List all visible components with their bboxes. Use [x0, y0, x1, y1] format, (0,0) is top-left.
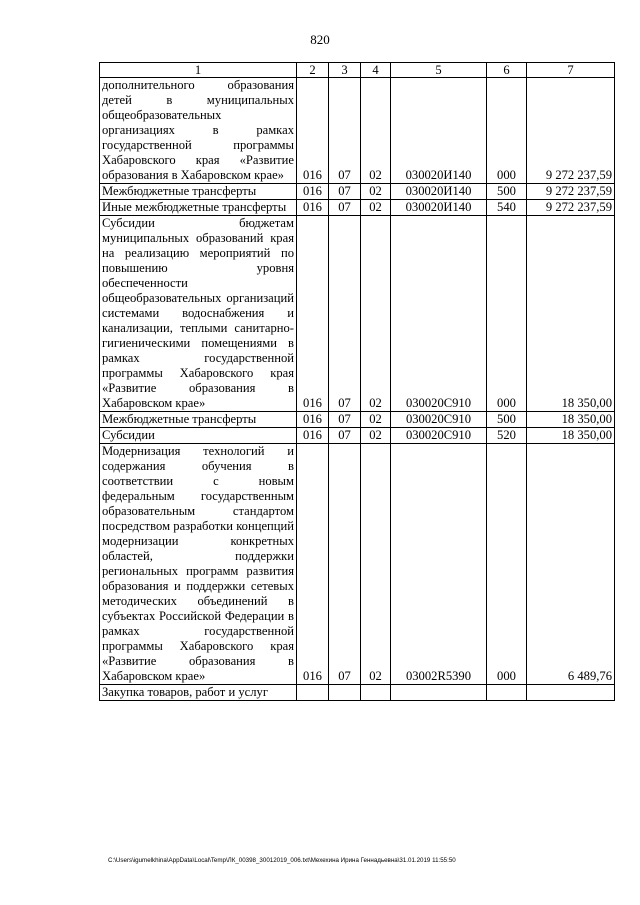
- row-amount: 6 489,76: [527, 444, 615, 685]
- row-ministry-code: [297, 685, 329, 701]
- row-name: Субсидии бюджетам муниципальных образований края на реализацию мероприятий по повышению уровня обеспеченности общеобразовательных организаций системами водоснабжения и канализации, теплыми санитарно-гигиеническими помещениями в рамках государственной программы Хабаровского края «Развитие образования в Хабаровском крае»: [100, 216, 297, 412]
- row-expense-type: 520: [487, 428, 527, 444]
- row-target-article: 03002R5390: [391, 444, 487, 685]
- header-col-1: 1: [100, 63, 297, 78]
- row-subsection: 02: [361, 184, 391, 200]
- row-ministry-code: 016: [297, 200, 329, 216]
- row-expense-type: 000: [487, 216, 527, 412]
- table-row: [100, 200, 615, 216]
- row-subsection: 02: [361, 78, 391, 184]
- table-row: [100, 78, 615, 184]
- row-name: Субсидии: [100, 428, 297, 444]
- row-target-article: 030020С910: [391, 428, 487, 444]
- header-row: [100, 63, 615, 78]
- row-amount: [527, 685, 615, 701]
- table-row: [100, 216, 615, 412]
- page-number: 820: [310, 32, 330, 47]
- row-expense-type: 500: [487, 184, 527, 200]
- row-amount: 9 272 237,59: [527, 78, 615, 184]
- row-name: Иные межбюджетные трансферты: [100, 200, 297, 216]
- row-subsection: 02: [361, 412, 391, 428]
- row-section: 07: [329, 428, 361, 444]
- row-ministry-code: 016: [297, 184, 329, 200]
- header-col-2: 2: [297, 63, 329, 78]
- row-amount: 18 350,00: [527, 412, 615, 428]
- row-amount: 9 272 237,59: [527, 200, 615, 216]
- row-expense-type: 000: [487, 444, 527, 685]
- row-amount: 18 350,00: [527, 428, 615, 444]
- row-ministry-code: 016: [297, 216, 329, 412]
- row-section: 07: [329, 412, 361, 428]
- row-target-article: 030020С910: [391, 216, 487, 412]
- table-row: [100, 444, 615, 685]
- header-col-5: 5: [391, 63, 487, 78]
- row-target-article: 030020И140: [391, 78, 487, 184]
- row-subsection: [361, 685, 391, 701]
- row-section: 07: [329, 444, 361, 685]
- row-target-article: 030020И140: [391, 200, 487, 216]
- table-row: [100, 685, 615, 701]
- row-expense-type: 000: [487, 78, 527, 184]
- table-row: [100, 412, 615, 428]
- row-subsection: 02: [361, 428, 391, 444]
- row-expense-type: 500: [487, 412, 527, 428]
- row-subsection: 02: [361, 216, 391, 412]
- row-ministry-code: 016: [297, 444, 329, 685]
- table-row: [100, 428, 615, 444]
- row-section: [329, 685, 361, 701]
- row-name: Межбюджетные трансферты: [100, 412, 297, 428]
- row-ministry-code: 016: [297, 78, 329, 184]
- row-section: 07: [329, 184, 361, 200]
- row-section: 07: [329, 78, 361, 184]
- header-col-4: 4: [361, 63, 391, 78]
- file-path-footer: C:\Users\igumelkhina\AppData\Local\Temp\ЛК_00398_30012019_006.txt\Мехехина Ирина Геннадьевна\31.01.2019 11:55:50: [108, 857, 456, 864]
- row-amount: 9 272 237,59: [527, 184, 615, 200]
- budget-table: [99, 62, 615, 701]
- row-amount: 18 350,00: [527, 216, 615, 412]
- row-target-article: 030020И140: [391, 184, 487, 200]
- row-name: Закупка товаров, работ и услуг: [100, 685, 297, 701]
- row-section: 07: [329, 200, 361, 216]
- row-expense-type: [487, 685, 527, 701]
- row-target-article: [391, 685, 487, 701]
- header-col-3: 3: [329, 63, 361, 78]
- row-target-article: 030020С910: [391, 412, 487, 428]
- row-subsection: 02: [361, 200, 391, 216]
- table-row: [100, 184, 615, 200]
- row-ministry-code: 016: [297, 428, 329, 444]
- row-name: Межбюджетные трансферты: [100, 184, 297, 200]
- header-col-7: 7: [527, 63, 615, 78]
- row-name: дополнительного образования детей в муниципальных общеобразовательных организациях в рамках государственной программы Хабаровского края «Развитие образования в Хабаровском крае»: [100, 78, 297, 184]
- row-name: Модернизация технологий и содержания обучения в соответствии с новым федеральным государственным образовательным стандартом посредством разработки концепций модернизации конкретных областей, поддержки региональных программ развития образования и поддержки сетевых методических объединений в субъектах Российской Федерации в рамках государственной программы Хабаровского края «Развитие образования в Хабаровском крае»: [100, 444, 297, 685]
- row-subsection: 02: [361, 444, 391, 685]
- row-expense-type: 540: [487, 200, 527, 216]
- row-ministry-code: 016: [297, 412, 329, 428]
- header-col-6: 6: [487, 63, 527, 78]
- row-section: 07: [329, 216, 361, 412]
